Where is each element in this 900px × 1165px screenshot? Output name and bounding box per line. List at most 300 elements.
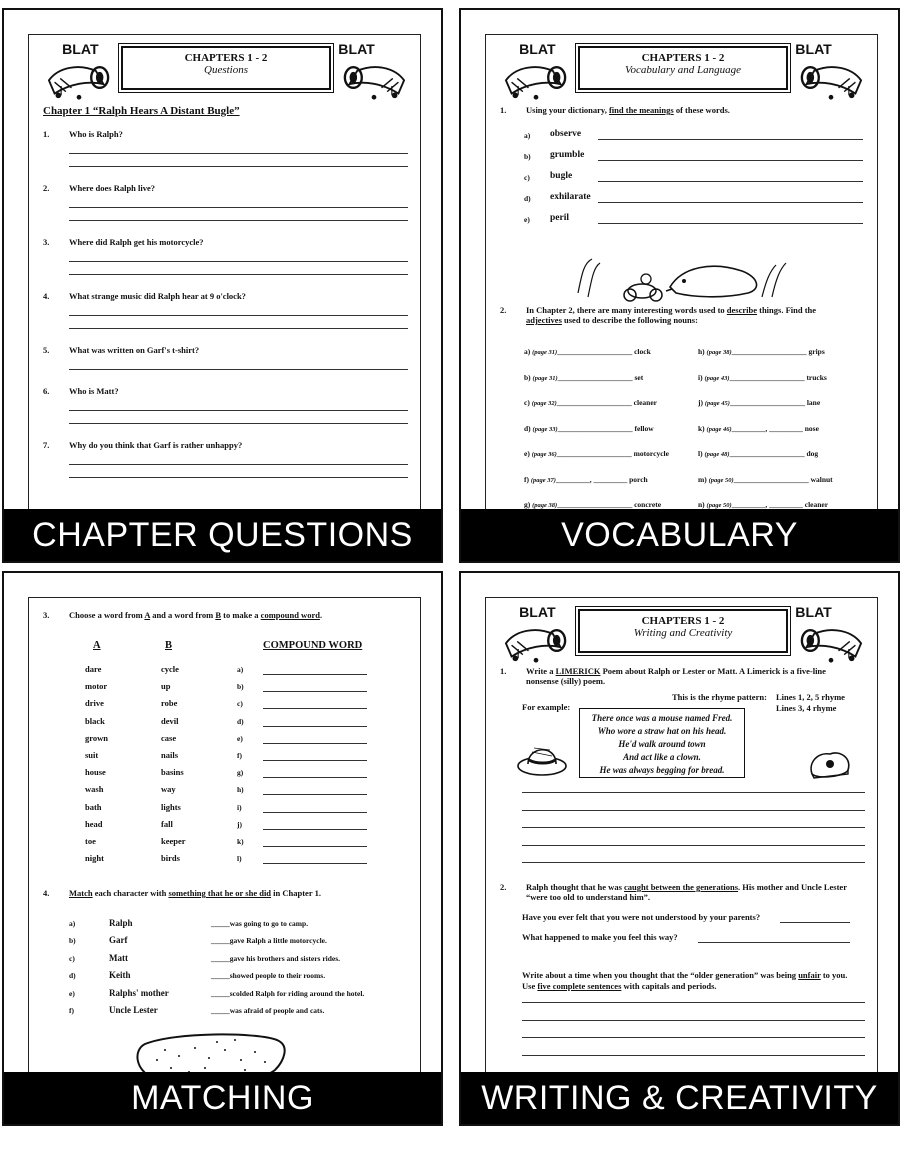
description-text: scolded Ralph for riding around the hotel. [229, 988, 365, 998]
question-list [29, 129, 420, 478]
character-name: Ralph [109, 918, 133, 928]
adjective-row [524, 449, 669, 458]
worksheet-page [485, 597, 878, 1126]
question-text: Have you ever felt that you were not understood by your parents? [522, 912, 761, 922]
title-box [578, 609, 788, 653]
answer-line [522, 792, 865, 793]
adjective-letter: h) [698, 347, 705, 356]
answer-line [263, 760, 367, 761]
question-text: Why do you think that Garf is rather unhappy? [69, 440, 243, 450]
adjective-letter: b) [524, 372, 531, 382]
answer-line [522, 810, 865, 811]
description-text: gave Ralph a little motorcycle. [229, 936, 327, 946]
title-main: CHAPTERS 1 - 2 [641, 615, 725, 627]
answer-line [69, 328, 408, 329]
question-row [43, 291, 420, 301]
adjective-letter: l) [698, 449, 703, 458]
blat-text: BLAT [519, 604, 556, 621]
adjective-row [524, 424, 654, 433]
answer-line [522, 1002, 865, 1003]
adjective-noun: cleaner [633, 398, 657, 407]
adjective-page: (page 33) [532, 425, 558, 433]
bread-illustration [806, 748, 854, 782]
answer-line [263, 691, 367, 692]
word-a: drive [85, 698, 104, 709]
word-a: black [85, 715, 105, 726]
question-text: nonsense (silly) poem. [526, 676, 606, 686]
adjective-page: (page 50) [706, 502, 732, 509]
straw-hat-illustration [516, 736, 568, 778]
word-a: head [85, 818, 103, 829]
question-number: 5. [43, 345, 50, 355]
question-text: each character with [92, 888, 169, 898]
answer-line [69, 477, 408, 478]
match-letter: d) [69, 971, 76, 981]
answer-line [598, 202, 863, 203]
match-letter: f) [69, 1006, 74, 1015]
question-text: with capitals and periods. [621, 981, 717, 991]
question-underlined: LIMERICK [555, 666, 601, 676]
limerick-example-box [579, 708, 745, 778]
question-number: 3. [43, 237, 50, 247]
question-item [29, 291, 420, 329]
question-row [43, 129, 420, 139]
banner-title: VOCABULARY [461, 509, 898, 561]
adjective-row [524, 347, 651, 356]
answer-line [598, 181, 863, 182]
question-number: 7. [43, 440, 50, 450]
question-text: What was written on Garf's t-shirt? [69, 345, 200, 355]
adjective-letter: g) [524, 500, 531, 509]
answer-line [69, 423, 408, 424]
word-b: fall [161, 818, 173, 829]
answer-line [69, 261, 408, 262]
adjective-blank: ____________________ [557, 347, 633, 356]
answer-line [69, 207, 408, 208]
question-underlined: Match [69, 888, 93, 898]
match-description [211, 971, 325, 980]
adjective-row [524, 373, 643, 382]
vocab-word: grumble [550, 150, 585, 160]
adjective-noun: dog [806, 449, 819, 458]
trumpet-icon [496, 602, 576, 664]
poem-line: He was always begging for bread. [599, 765, 725, 775]
answer-line [263, 743, 367, 744]
question-item [29, 345, 420, 370]
row-letter: g) [237, 768, 244, 778]
question-3 [43, 610, 420, 620]
question-item [29, 237, 420, 275]
trumpet-icon [39, 39, 119, 101]
answer-blank: _____ [211, 1006, 230, 1015]
vocab-letter: b) [524, 152, 531, 161]
section-title: Chapter 1 “Ralph Hears A Distant Bugle” [43, 105, 240, 117]
answer-line [522, 1055, 865, 1056]
title-sub: Writing and Creativity [633, 627, 733, 639]
worksheet-header [29, 35, 420, 101]
word-a: dare [85, 664, 102, 674]
description-text: gave his brothers and sisters rides. [229, 953, 341, 963]
question-text: Write a [526, 666, 556, 676]
adjective-noun: set [634, 372, 644, 382]
question-underlined: A [144, 610, 151, 620]
question-number: 1. [500, 105, 507, 115]
title-box [121, 46, 331, 90]
question-underlined: adjectives [526, 315, 562, 325]
question-text: things. Find the [757, 305, 817, 315]
question-row [43, 440, 420, 450]
adjective-noun: motorcycle [633, 449, 669, 458]
question-text: In Chapter 2, there are many interesting words used to [526, 305, 727, 315]
panel-chapter-questions [2, 8, 443, 563]
blat-text: BLAT [62, 41, 99, 58]
vocab-row [524, 146, 877, 167]
question-underlined: something that he or she did [168, 888, 272, 898]
vocab-word-list [486, 125, 877, 230]
vocab-word: observe [550, 129, 582, 139]
question-1 [500, 666, 877, 686]
column-b-header: B [165, 640, 173, 651]
word-a: grown [85, 732, 108, 743]
answer-blank: _____ [211, 971, 230, 981]
adjective-row [524, 398, 657, 407]
title-main: CHAPTERS 1 - 2 [184, 52, 268, 64]
question-text: Who is Ralph? [69, 129, 123, 139]
answer-line [522, 845, 865, 846]
word-b: keeper [161, 836, 186, 846]
vocab-row [524, 209, 877, 230]
question-text: What happened to make you feel this way? [522, 932, 678, 942]
adjective-row [698, 500, 828, 509]
word-a: bath [85, 801, 102, 812]
adjective-noun: walnut [810, 474, 833, 484]
poem-line: Who wore a straw hat on his head. [597, 726, 727, 736]
match-description [211, 954, 340, 963]
banner-title: WRITING & CREATIVITY [461, 1072, 898, 1124]
answer-line [263, 829, 367, 830]
column-a-header: A [93, 640, 101, 651]
match-description [211, 919, 308, 928]
row-letter: d) [237, 716, 244, 726]
word-a: motor [85, 681, 108, 692]
answer-blank: _____ [211, 936, 230, 946]
adjective-page: (page 37) [530, 476, 556, 484]
question-number: 2. [43, 183, 50, 193]
vocab-letter: a) [524, 131, 531, 140]
question-1 [500, 105, 877, 115]
adjective-noun: porch [629, 474, 648, 484]
word-b: basins [161, 767, 184, 778]
adjective-blank: ____________________ [729, 449, 805, 458]
adjective-row [698, 398, 820, 407]
answer-line [263, 708, 367, 709]
match-letter: a) [69, 919, 76, 928]
question-text: Ralph thought that he was [526, 882, 625, 892]
word-b: cycle [161, 664, 179, 674]
row-letter: b) [237, 682, 244, 692]
question-item [29, 183, 420, 221]
example-label: For example: [522, 702, 571, 712]
worksheet-page [485, 34, 878, 563]
row-letter: h) [237, 785, 244, 795]
answer-line [263, 863, 367, 864]
question-text: . His mother and Uncle Lester [738, 882, 847, 892]
match-description [211, 1006, 324, 1015]
vocab-word: bugle [550, 171, 573, 181]
answer-line [522, 862, 865, 863]
answer-line [522, 1037, 865, 1038]
adjective-blank: ____________________ [556, 449, 632, 458]
adjective-noun: fellow [634, 423, 654, 433]
answer-line [263, 846, 367, 847]
match-letter: c) [69, 953, 75, 963]
answer-line [263, 794, 367, 795]
adjective-blank: _________, _________ [555, 474, 628, 484]
adjective-blank: _________, _________ [731, 500, 803, 509]
row-letter: l) [237, 854, 242, 864]
blat-text: BLAT [338, 41, 375, 58]
match-letter: b) [69, 936, 76, 946]
question-number: 2. [500, 882, 507, 892]
banner-title: CHAPTER QUESTIONS [4, 509, 441, 561]
answer-line [69, 166, 408, 167]
adjective-blank: ____________________ [557, 423, 633, 433]
question-text: Where did Ralph get his motorcycle? [69, 237, 204, 247]
question-item [29, 386, 420, 424]
blat-text: BLAT [795, 41, 832, 58]
answer-blank: _____ [211, 919, 230, 928]
vocab-row [524, 167, 877, 188]
answer-line [69, 315, 408, 316]
trumpet-icon [496, 39, 576, 101]
adjective-blank: _________, _________ [731, 423, 803, 433]
answer-line [698, 942, 850, 943]
question-text: “were too old to understand him”. [526, 892, 651, 902]
blat-text: BLAT [519, 41, 556, 58]
question-text: of these words. [673, 105, 730, 115]
adjective-blank: ____________________ [557, 372, 633, 382]
question-number: 4. [43, 291, 50, 301]
row-letter: f) [237, 751, 242, 760]
adjective-row [524, 475, 648, 484]
adjective-page: (page 31) [532, 349, 558, 356]
answer-line [598, 139, 863, 140]
adjective-noun: cleaner [804, 500, 829, 509]
vocab-letter: d) [524, 194, 531, 203]
adjective-row [698, 373, 827, 382]
match-description [211, 989, 364, 998]
question-item [29, 440, 420, 478]
adjective-letter: c) [524, 398, 530, 407]
question-number: 6. [43, 386, 50, 396]
trumpet-icon [334, 39, 414, 101]
adjective-row [524, 500, 661, 509]
answer-line [69, 274, 408, 275]
mouse-and-cat-illustration [572, 253, 792, 305]
match-description [211, 936, 327, 945]
question-underlined: describe [726, 305, 757, 315]
word-a: night [85, 853, 104, 864]
poem-line: He'd walk around town [618, 739, 706, 749]
question-row [43, 386, 420, 396]
title-box [578, 46, 788, 90]
adjective-page: (page 48) [704, 451, 730, 458]
character-name: Keith [109, 970, 131, 981]
question-item [29, 129, 420, 167]
question-text: Who is Matt? [69, 386, 119, 396]
adjective-blank: ____________________ [557, 500, 633, 509]
rhyme-pattern-label: This is the rhyme pattern: [672, 692, 767, 702]
worksheet-page [28, 34, 421, 563]
vocab-letter: c) [524, 173, 530, 182]
question-number: 3. [43, 610, 50, 620]
rhyme-pattern-1: Lines 1, 2, 5 rhyme [776, 692, 845, 702]
answer-line [598, 223, 863, 224]
adjective-noun: lane [806, 398, 821, 407]
question-text: to make a [221, 610, 261, 620]
question-2 [500, 882, 867, 902]
adjective-row [698, 449, 818, 458]
banner-title: MATCHING [4, 1072, 441, 1124]
adjective-page: (page 31) [532, 374, 558, 382]
answer-line [69, 464, 408, 465]
answer-line [263, 726, 367, 727]
question-underlined: unfair [798, 970, 821, 980]
word-a: suit [85, 750, 99, 760]
poem-line: And act like a clown. [623, 752, 701, 762]
question-text: Write about a time when you thought that the “older generation” was being [522, 970, 799, 980]
answer-blank: _____ [211, 988, 230, 998]
adjective-letter: a) [524, 347, 531, 356]
question-underlined: B [215, 610, 221, 620]
adjective-letter: i) [698, 372, 703, 382]
adjective-letter: m) [698, 474, 707, 484]
title-sub: Questions [204, 64, 248, 76]
question-row [43, 183, 420, 193]
adjective-page: (page 50) [708, 476, 734, 484]
answer-line [598, 160, 863, 161]
word-b: lights [161, 801, 181, 812]
question-text: Using your dictionary, [526, 105, 609, 115]
adjective-noun: clock [634, 347, 651, 356]
character-name: Ralphs' mother [109, 987, 169, 998]
answer-line [69, 153, 408, 154]
question-text: used to describe the following nouns: [561, 315, 698, 325]
worksheet-page [28, 597, 421, 1126]
adjective-page: (page 32) [531, 400, 557, 407]
adjective-blank: ____________________ [729, 372, 805, 382]
question-text: Poem about Ralph or Lester or Matt. A Limerick is a five-line [600, 666, 826, 676]
word-b: nails [161, 750, 179, 760]
adjective-page: (page 45) [704, 400, 730, 407]
question-number: 1. [500, 666, 507, 676]
adjective-letter: j) [698, 398, 703, 407]
vocab-row [524, 125, 877, 146]
answer-line [69, 369, 408, 370]
word-a: toe [85, 836, 96, 846]
row-letter: e) [237, 733, 243, 743]
adjective-row [698, 347, 825, 356]
word-b: up [161, 681, 171, 692]
adjective-noun: trucks [806, 372, 827, 382]
character-name: Uncle Lester [109, 1005, 158, 1015]
match-letter: e) [69, 988, 75, 998]
question-2 [500, 305, 867, 325]
question-text: Use [522, 981, 538, 991]
adjective-letter: f) [524, 474, 529, 484]
description-text: showed people to their rooms. [229, 971, 326, 981]
adjective-blank: ____________________ [733, 474, 809, 484]
answer-blank: _____ [211, 953, 230, 963]
row-letter: a) [237, 665, 244, 674]
title-main: CHAPTERS 1 - 2 [641, 52, 725, 64]
word-b: way [161, 784, 176, 795]
question-number: 1. [43, 129, 50, 139]
vocab-letter: e) [524, 215, 530, 224]
column-compound-header: COMPOUND WORD [263, 640, 363, 651]
question-text [522, 981, 717, 991]
adjective-page: (page 38) [532, 502, 558, 509]
adjective-blank: ____________________ [731, 347, 807, 356]
title-sub: Vocabulary and Language [624, 64, 742, 76]
row-letter: k) [237, 837, 244, 846]
question-underlined: caught between the generations [624, 882, 739, 892]
word-b: devil [161, 715, 179, 726]
adjective-row [698, 424, 819, 433]
question-underlined: compound word [260, 610, 320, 620]
adjective-blank: ____________________ [729, 398, 805, 407]
word-b: birds [161, 853, 180, 864]
adjective-letter: n) [698, 500, 705, 509]
answer-line [522, 1020, 865, 1021]
row-letter: i) [237, 802, 242, 812]
adjective-row [698, 475, 833, 484]
answer-line [780, 922, 850, 923]
question-text: Choose a word from [69, 610, 145, 620]
word-a: wash [85, 784, 104, 795]
vocab-word: exhilarate [550, 192, 591, 202]
word-b: case [161, 732, 177, 743]
question-underlined: five complete sentences [537, 981, 622, 991]
word-b: robe [161, 698, 178, 709]
vocab-word: peril [550, 213, 569, 223]
adjective-noun: concrete [634, 500, 662, 509]
poem-line: There once was a mouse named Fred. [591, 713, 733, 723]
answer-line [69, 410, 408, 411]
description-text: was going to go to camp. [229, 919, 309, 928]
row-letter: j) [237, 819, 242, 829]
question-text: What strange music did Ralph hear at 9 o'clock? [69, 291, 246, 301]
adjective-letter: d) [524, 423, 531, 433]
question-number: 2. [500, 305, 507, 315]
question-text: and a word from [150, 610, 216, 620]
row-letter: c) [237, 699, 243, 709]
adjective-page: (page 43) [704, 374, 730, 382]
adjective-letter: e) [524, 449, 530, 458]
question-text: Where does Ralph live? [69, 183, 156, 193]
answer-line [69, 220, 408, 221]
answer-line [522, 827, 865, 828]
panel-writing-creativity [459, 571, 900, 1126]
adjective-page: (page 46) [706, 425, 732, 433]
adjective-page: (page 38) [706, 349, 732, 356]
adjective-noun: grips [808, 347, 825, 356]
character-name: Garf [109, 935, 128, 946]
question-text: to you. [820, 970, 848, 980]
trumpet-icon [791, 602, 871, 664]
vocab-row [524, 188, 877, 209]
word-a: house [85, 767, 106, 778]
